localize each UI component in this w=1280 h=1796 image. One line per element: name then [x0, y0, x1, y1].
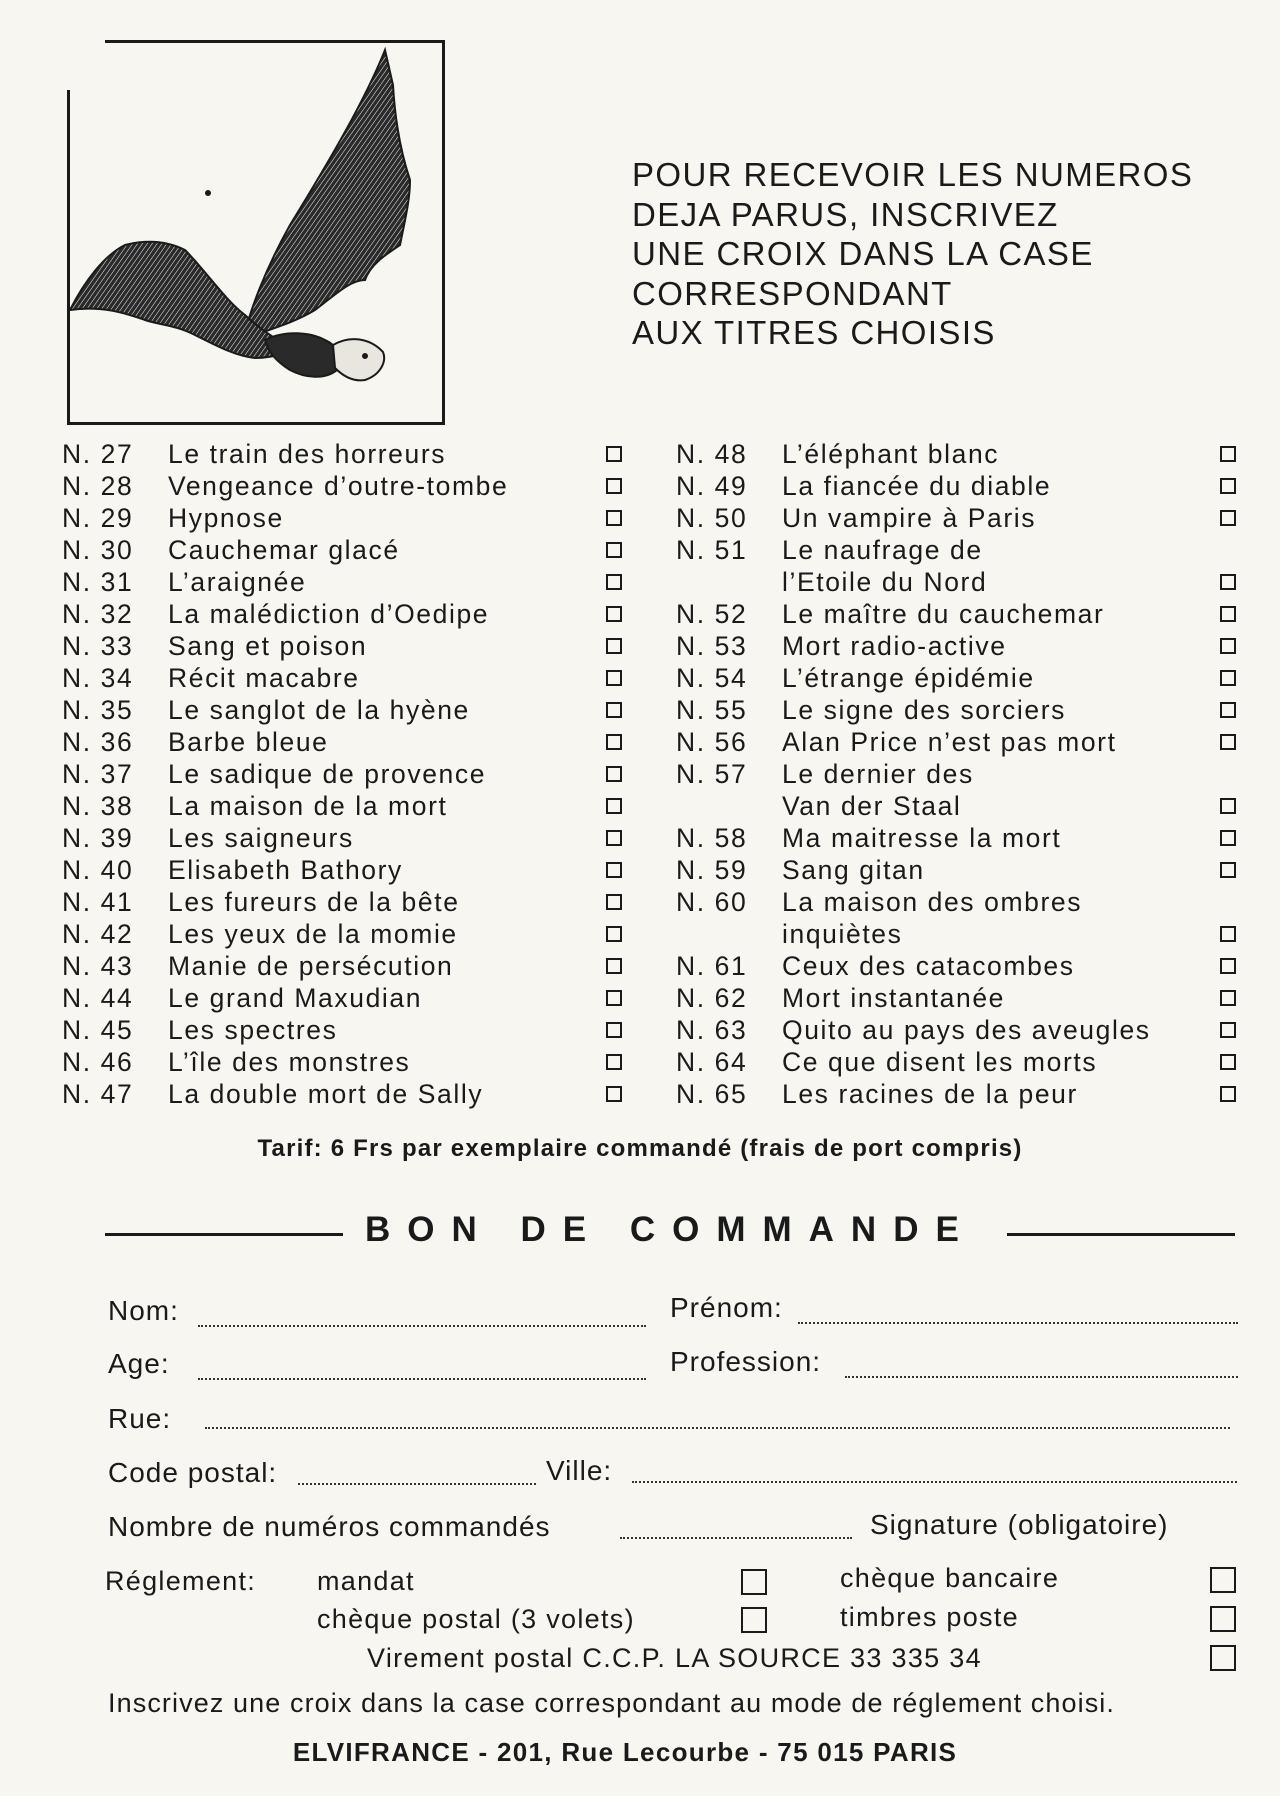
issue-number: N. 46 [62, 1047, 134, 1077]
issue-number: N. 27 [62, 439, 134, 469]
issue-checkbox[interactable] [606, 734, 622, 750]
issue-title: Le dernier des [782, 759, 974, 789]
issue-number: N. 57 [676, 759, 748, 789]
issue-number: N. 32 [62, 599, 134, 629]
issue-number: N. 61 [676, 951, 748, 981]
bat-drawing [65, 40, 445, 425]
age-field[interactable] [198, 1378, 646, 1380]
issue-checkbox[interactable] [606, 990, 622, 1006]
title-row [62, 758, 637, 790]
issue-checkbox[interactable] [606, 894, 622, 910]
title-row [676, 854, 1236, 886]
issue-checkbox[interactable] [606, 606, 622, 622]
heading-rule [105, 1233, 343, 1236]
issue-number: N. 55 [676, 695, 748, 725]
issue-number: N. 36 [62, 727, 134, 757]
bat-illustration [65, 40, 445, 425]
issue-number: N. 35 [62, 695, 134, 725]
issue-title: Vengeance d’outre-tombe [168, 471, 509, 501]
issue-number: N. 56 [676, 727, 748, 757]
issue-title-continued: inquiètes [782, 919, 903, 949]
issue-number: N. 30 [62, 535, 134, 565]
issue-checkbox[interactable] [1220, 1086, 1236, 1102]
title-row [62, 950, 637, 982]
signature-label: Signature (obligatoire) [870, 1509, 1169, 1540]
heading-rule [1007, 1233, 1235, 1236]
issue-number: N. 34 [62, 663, 134, 693]
issue-number: N. 49 [676, 471, 748, 501]
issue-checkbox[interactable] [1220, 990, 1236, 1006]
code-postal-field[interactable] [298, 1483, 536, 1485]
issue-title: Sang et poison [168, 631, 368, 661]
issue-number: N. 62 [676, 983, 748, 1013]
issue-checkbox[interactable] [606, 798, 622, 814]
virement-label: Virement postal C.C.P. LA SOURCE 33 335 34 [367, 1643, 982, 1673]
issue-checkbox[interactable] [606, 1054, 622, 1070]
issue-number: N. 43 [62, 951, 134, 981]
title-row [676, 470, 1236, 502]
title-row [676, 982, 1236, 1014]
title-row [676, 1014, 1236, 1046]
issue-number: N. 44 [62, 983, 134, 1013]
issue-number: N. 42 [62, 919, 134, 949]
title-row [676, 950, 1236, 982]
timbres-checkbox[interactable] [1210, 1606, 1236, 1632]
issue-title: Le sanglot de la hyène [168, 695, 470, 725]
age-label: Age: [108, 1348, 170, 1379]
issue-title: Ce que disent les morts [782, 1047, 1098, 1077]
issue-title: Manie de persécution [168, 951, 454, 981]
issue-title: L’araignée [168, 567, 307, 597]
titles-list-left [62, 438, 637, 1110]
profession-label: Profession: [670, 1346, 822, 1377]
issue-checkbox[interactable] [1220, 926, 1236, 942]
mandat-label: mandat [317, 1566, 415, 1596]
issue-title: L’étrange épidémie [782, 663, 1035, 693]
order-form-title: BON DE COMMANDE [365, 1210, 976, 1249]
title-row [676, 822, 1236, 854]
title-row [62, 598, 637, 630]
title-row [676, 662, 1236, 694]
intro-line: AUX TITRES CHOISIS [632, 314, 996, 351]
title-row [676, 886, 1236, 918]
title-row [62, 726, 637, 758]
issue-title: Les fureurs de la bête [168, 887, 460, 917]
prenom-label: Prénom: [670, 1292, 783, 1323]
title-row [62, 1046, 637, 1078]
cheque-postal-checkbox[interactable] [741, 1607, 767, 1633]
issue-checkbox[interactable] [1220, 478, 1236, 494]
order-form-heading [105, 1210, 1235, 1260]
issue-number: N. 28 [62, 471, 134, 501]
intro-line: DEJA PARUS, INSCRIVEZ [632, 195, 1059, 233]
issue-checkbox[interactable] [606, 1022, 622, 1038]
issue-number: N. 48 [676, 439, 748, 469]
issue-title: La maison de la mort [168, 791, 448, 821]
issue-number: N. 60 [676, 887, 748, 917]
title-row [62, 854, 637, 886]
rue-label: Rue: [108, 1403, 172, 1434]
title-row [62, 566, 637, 598]
title-row [62, 1014, 637, 1046]
timbres-label: timbres poste [840, 1602, 1019, 1632]
issue-checkbox[interactable] [1220, 510, 1236, 526]
issue-number: N. 65 [676, 1079, 748, 1109]
issue-title: Les saigneurs [168, 823, 354, 853]
issue-number: N. 63 [676, 1015, 748, 1045]
title-row [676, 534, 1236, 566]
issue-title: Barbe bleue [168, 727, 329, 757]
title-row [62, 630, 637, 662]
titles-list-right [676, 438, 1236, 1110]
title-row [676, 1078, 1236, 1110]
issue-title: Le grand Maxudian [168, 983, 423, 1013]
issue-checkbox[interactable] [606, 958, 622, 974]
profession-field[interactable] [845, 1376, 1238, 1378]
issue-title: L’île des monstres [168, 1047, 411, 1077]
intro-text [632, 155, 1252, 353]
issue-number: N. 58 [676, 823, 748, 853]
issue-number: N. 37 [62, 759, 134, 789]
issue-title: Ma maitresse la mort [782, 823, 1062, 853]
issue-number: N. 40 [62, 855, 134, 885]
issue-number: N. 45 [62, 1015, 134, 1045]
issue-checkbox[interactable] [606, 446, 622, 462]
issue-checkbox[interactable] [1220, 702, 1236, 718]
nombre-label: Nombre de numéros commandés [108, 1511, 551, 1542]
issue-number: N. 50 [676, 503, 748, 533]
issue-checkbox[interactable] [1220, 1054, 1236, 1070]
issue-title: Alan Price n’est pas mort [782, 727, 1117, 757]
issue-number: N. 47 [62, 1079, 134, 1109]
title-row [62, 918, 637, 950]
title-row-continued [676, 566, 1236, 598]
title-row [62, 790, 637, 822]
title-row [62, 1078, 637, 1110]
ville-label: Ville: [546, 1455, 613, 1486]
issue-checkbox[interactable] [606, 1086, 622, 1102]
issue-number: N. 39 [62, 823, 134, 853]
issue-checkbox[interactable] [606, 542, 622, 558]
publisher-address: ELVIFRANCE - 201, Rue Lecourbe - 75 015 PARIS [292, 1737, 958, 1767]
issue-title: La maison des ombres [782, 887, 1083, 917]
issue-checkbox[interactable] [1220, 670, 1236, 686]
ville-field[interactable] [632, 1481, 1237, 1483]
intro-line: POUR RECEVOIR LES NUMEROS [632, 156, 1194, 193]
issue-title: Les yeux de la momie [168, 919, 458, 949]
issue-checkbox[interactable] [606, 574, 622, 590]
tarif-text: Tarif: 6 Frs par exemplaire commandé (frais de port compris) [257, 1135, 1023, 1162]
issue-title: Le sadique de provence [168, 759, 487, 789]
issue-title: Ceux des catacombes [782, 951, 1075, 981]
issue-checkbox[interactable] [1220, 734, 1236, 750]
code-postal-label: Code postal: [108, 1457, 278, 1488]
prenom-field[interactable] [798, 1322, 1238, 1324]
issue-title-continued: l’Etoile du Nord [782, 567, 988, 597]
instruction-text: Inscrivez une croix dans la case correspondant au mode de réglement choisi. [108, 1688, 1115, 1718]
issue-checkbox[interactable] [606, 830, 622, 846]
issue-checkbox[interactable] [606, 478, 622, 494]
issue-title: Elisabeth Bathory [168, 855, 403, 885]
issue-number: N. 41 [62, 887, 134, 917]
issue-number: N. 53 [676, 631, 748, 661]
issue-title: Le naufrage de [782, 535, 983, 565]
intro-line: UNE CROIX DANS LA CASE [632, 235, 1094, 272]
title-row [676, 1046, 1236, 1078]
issue-number: N. 38 [62, 791, 134, 821]
issue-checkbox[interactable] [606, 638, 622, 654]
issue-checkbox[interactable] [1220, 446, 1236, 462]
title-row [676, 502, 1236, 534]
issue-number: N. 59 [676, 855, 748, 885]
title-row-continued [676, 918, 1236, 950]
issue-checkbox[interactable] [606, 862, 622, 878]
issue-title: Les racines de la peur [782, 1079, 1078, 1109]
title-row [676, 758, 1236, 790]
title-row-continued [676, 790, 1236, 822]
title-row [676, 630, 1236, 662]
title-row [62, 982, 637, 1014]
issue-title: Mort instantanée [782, 983, 1005, 1013]
issue-checkbox[interactable] [606, 702, 622, 718]
issue-checkbox[interactable] [1220, 1022, 1236, 1038]
issue-title: Sang gitan [782, 855, 925, 885]
issue-checkbox[interactable] [606, 926, 622, 942]
issue-title: Cauchemar glacé [168, 535, 400, 565]
issue-title: La double mort de Sally [168, 1079, 484, 1109]
rue-field[interactable] [205, 1427, 1230, 1429]
issue-title: La malédiction d’Oedipe [168, 599, 490, 629]
cheque-bancaire-checkbox[interactable] [1210, 1567, 1236, 1593]
issue-checkbox[interactable] [1220, 606, 1236, 622]
issue-title: L’éléphant blanc [782, 439, 1000, 469]
cheque-postal-label: chèque postal (3 volets) [317, 1604, 635, 1634]
nom-field[interactable] [198, 1325, 646, 1327]
issue-title: Le signe des sorciers [782, 695, 1067, 725]
issue-title: Hypnose [168, 503, 284, 533]
title-row [62, 534, 637, 566]
issue-number: N. 64 [676, 1047, 748, 1077]
issue-number: N. 52 [676, 599, 748, 629]
issue-checkbox[interactable] [1220, 798, 1236, 814]
issue-number: N. 33 [62, 631, 134, 661]
nombre-field[interactable] [620, 1537, 852, 1539]
issue-title-continued: Van der Staal [782, 791, 962, 821]
issue-title: Mort radio-active [782, 631, 1007, 661]
issue-checkbox[interactable] [1220, 638, 1236, 654]
issue-title: Quito au pays des aveugles [782, 1015, 1151, 1045]
title-row [62, 822, 637, 854]
issue-checkbox[interactable] [606, 766, 622, 782]
issue-number: N. 31 [62, 567, 134, 597]
title-row [62, 502, 637, 534]
title-row [62, 886, 637, 918]
virement-checkbox[interactable] [1210, 1645, 1236, 1671]
issue-title: Les spectres [168, 1015, 338, 1045]
title-row [62, 438, 637, 470]
issue-checkbox[interactable] [1220, 830, 1236, 846]
title-row [676, 438, 1236, 470]
issue-number: N. 51 [676, 535, 748, 565]
title-row [62, 662, 637, 694]
intro-line: CORRESPONDANT [632, 274, 953, 312]
issue-title: Récit macabre [168, 663, 360, 693]
issue-title: Le train des horreurs [168, 439, 447, 469]
title-row [676, 726, 1236, 758]
issue-checkbox[interactable] [1220, 862, 1236, 878]
title-row [676, 598, 1236, 630]
issue-title: Un vampire à Paris [782, 503, 1037, 533]
title-row [62, 694, 637, 726]
issue-checkbox[interactable] [1220, 574, 1236, 590]
cheque-bancaire-label: chèque bancaire [840, 1563, 1060, 1593]
reglement-label: Réglement: [105, 1566, 257, 1596]
issue-title: Le maître du cauchemar [782, 599, 1105, 629]
title-row [676, 694, 1236, 726]
issue-number: N. 29 [62, 503, 134, 533]
issue-title: La fiancée du diable [782, 471, 1052, 501]
nom-label: Nom: [108, 1295, 179, 1326]
mandat-checkbox[interactable] [741, 1569, 767, 1595]
issue-number: N. 54 [676, 663, 748, 693]
issue-checkbox[interactable] [1220, 958, 1236, 974]
title-row [62, 470, 637, 502]
issue-checkbox[interactable] [606, 510, 622, 526]
issue-checkbox[interactable] [606, 670, 622, 686]
